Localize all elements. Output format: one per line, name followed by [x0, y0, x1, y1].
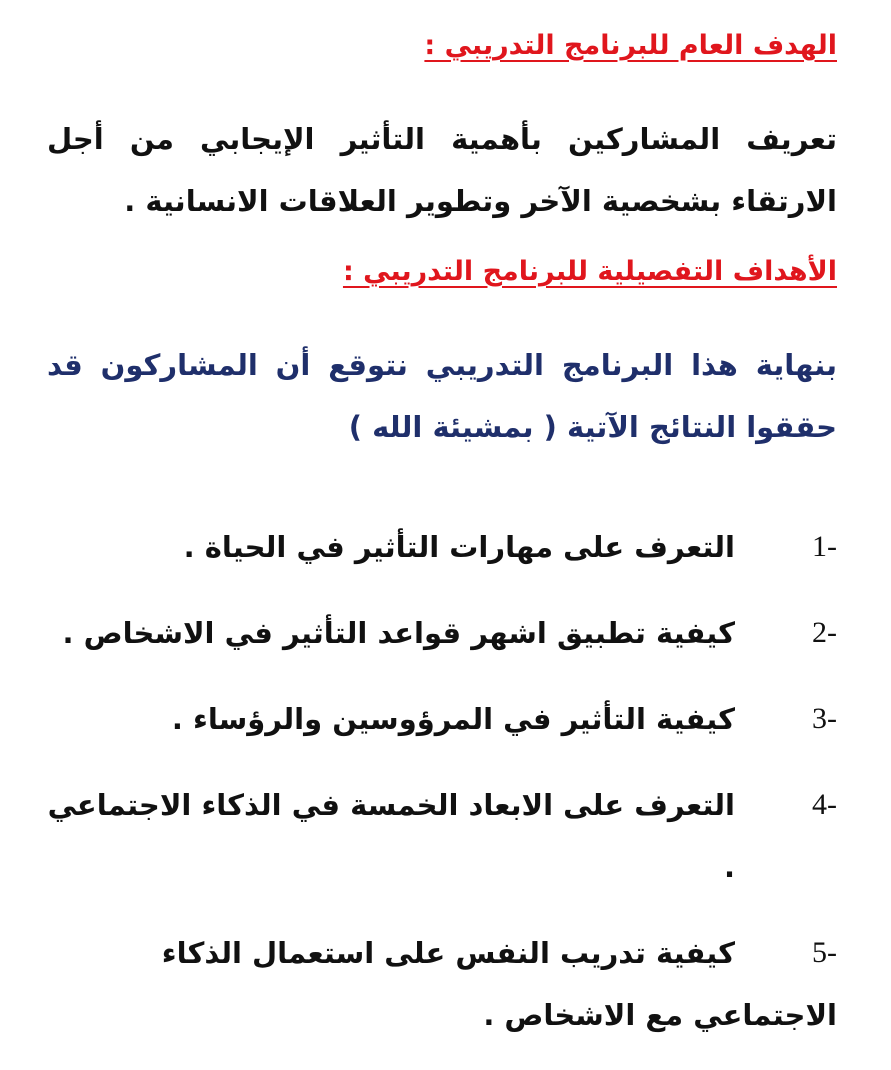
list-item-number: 2- — [812, 616, 837, 649]
list-item — [37, 922, 837, 1046]
list-item-number: 3- — [812, 702, 837, 735]
list-item-number: 5- — [812, 936, 837, 969]
detailed-goals-intro: بنهاية هذا البرنامج التدريبي نتوقع أن المشاركون قد حققوا النتائج الآتية ( بمشيئة الله ) — [47, 348, 837, 444]
list-item-text: كيفية تدريب النفس على استعمال الذكاء الاجتماعي مع الاشخاص . — [161, 936, 837, 1032]
list-item — [37, 516, 837, 578]
general-goal-heading: الهدف العام للبرنامج التدريبي : — [424, 30, 837, 61]
list-item-number: 4- — [812, 788, 837, 821]
list-item — [37, 602, 837, 664]
list-item-number: 1- — [812, 530, 837, 563]
general-goal-text: تعريف المشاركين بأهمية التأثير الإيجابي من أجل الارتقاء بشخصية الآخر وتطوير العلاقات الانسانية . — [47, 122, 837, 218]
detailed-goals-heading: الأهداف التفصيلية للبرنامج التدريبي : — [342, 256, 837, 287]
list-item-text: التعرف على الابعاد الخمسة في الذكاء الاجتماعي . — [47, 788, 735, 884]
list-item-text: كيفية تطبيق اشهر قواعد التأثير في الاشخاص . — [62, 616, 735, 650]
list-item — [37, 688, 837, 750]
detailed-goals-list — [37, 516, 837, 1070]
list-item-text: كيفية التأثير في المرؤوسين والرؤساء . — [171, 702, 735, 736]
list-item — [37, 774, 837, 898]
list-item-text: التعرف على مهارات التأثير في الحياة . — [183, 530, 735, 564]
